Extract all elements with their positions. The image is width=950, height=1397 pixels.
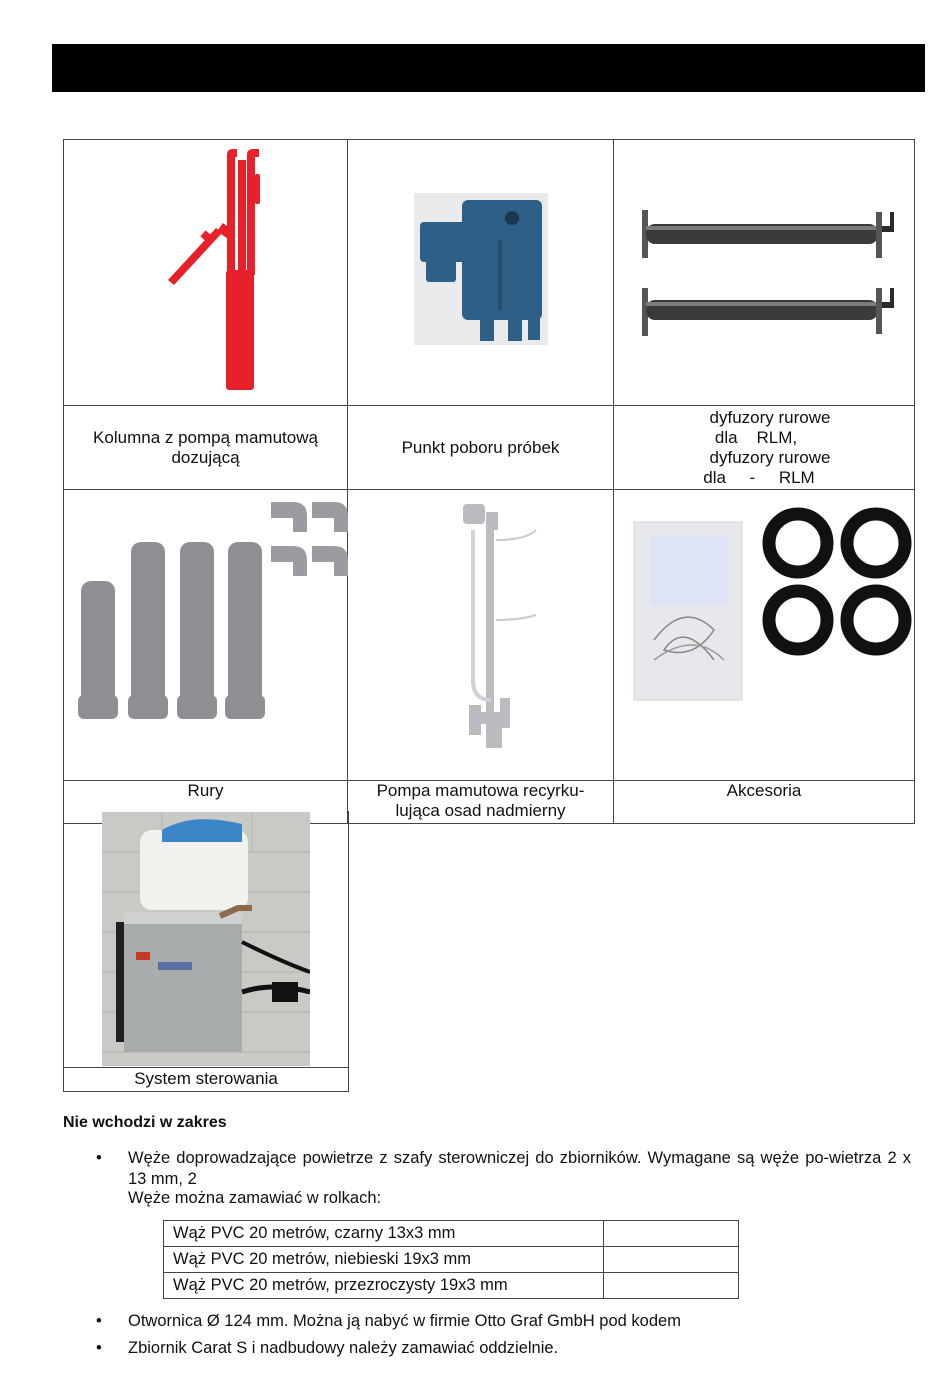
- dyfuzory-caption: dyfuzory rurowe dla RLM, dyfuzory rurowe dla - RLM: [614, 406, 915, 490]
- rury-caption: Rury: [64, 781, 348, 824]
- hose-name: Wąż PVC 20 metrów, niebieski 19x3 mm: [164, 1247, 604, 1273]
- punkt-image: [348, 140, 614, 406]
- hose-table: [163, 1220, 739, 1299]
- system-photo: [102, 812, 310, 1066]
- system-caption: System sterowania: [64, 1067, 348, 1092]
- kolumna-caption: Kolumna z pompą mamutową dozującą: [64, 406, 348, 490]
- bullet-dot: •: [96, 1312, 102, 1330]
- rury-image: [64, 490, 348, 781]
- dyfuzory-image: [614, 140, 915, 406]
- kolumna-image: [64, 140, 348, 406]
- akcesoria-image: [614, 490, 915, 781]
- bullet-dot: •: [96, 1149, 102, 1167]
- akcesoria-caption: Akcesoria: [614, 781, 915, 824]
- bullet-zbiornik: • Zbiornik Carat S i nadbudowy należy zamawiać oddzielnie.: [96, 1339, 559, 1357]
- bullet-otwornica: • Otwornica Ø 124 mm. Można ją nabyć w firmie Otto Graf GmbH pod kodem: [96, 1312, 681, 1330]
- table-row: [164, 1221, 739, 1247]
- system-cell: [63, 811, 349, 1092]
- bullet-hoses: • Węże doprowadzające powietrze z szafy sterowniczej do zbiorników. Wymagane są węże po-wietrza 2 x 13 mm, 2: [96, 1149, 911, 1188]
- pompa-caption: Pompa mamutowa recyrku- lująca osad nadmierny: [348, 781, 614, 824]
- bullet-dot: •: [96, 1339, 102, 1357]
- hose-name: Wąż PVC 20 metrów, czarny 13x3 mm: [164, 1221, 604, 1247]
- hose-code: [604, 1221, 739, 1247]
- components-table: [63, 139, 915, 824]
- hose-name: Wąż PVC 20 metrów, przezroczysty 19x3 mm: [164, 1273, 604, 1299]
- hoses-note: Węże można zamawiać w rolkach:: [128, 1189, 382, 1207]
- hose-code: [604, 1247, 739, 1273]
- punkt-caption: Punkt poboru próbek: [348, 406, 614, 490]
- table-row: [164, 1247, 739, 1273]
- hose-code: [604, 1273, 739, 1299]
- table-row: [164, 1273, 739, 1299]
- pompa-image: [348, 490, 614, 781]
- header-bar: [52, 44, 925, 92]
- section-title: Nie wchodzi w zakres: [63, 1114, 227, 1131]
